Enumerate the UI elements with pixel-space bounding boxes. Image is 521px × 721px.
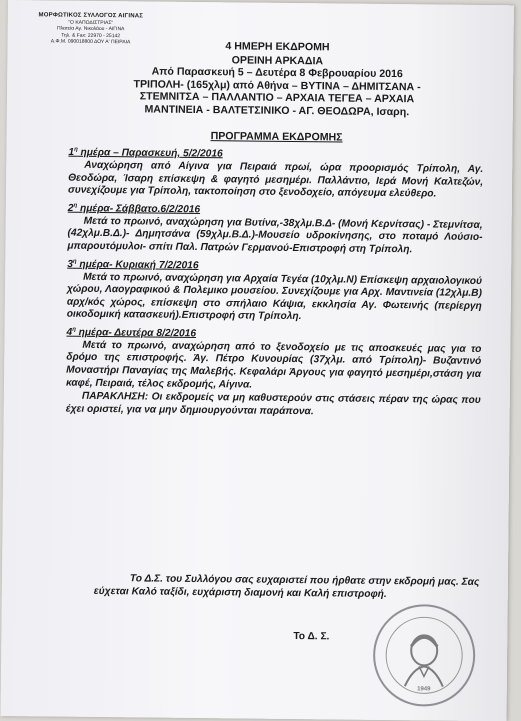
day-3-text: Μετά το πρωινό, αναχώρηση για Αρχαία Τεγέα (10χλμ.Ν) Επίσκεψη αρχαιολογικού χώρου, Λαογραφικού & Πολεμικο μουσείου. Συνεχίζουμε για Αρχ. Μαντινεία (12χλμ.Β) αρχ/κός χώρος, επίσκεψη στο σπήλαιο Κάψια, εκκλησία Αγ. Φωτεινής (περίεργη οικοδομική κατασκευή).Επιστροφή στη Τρίπολη. [66, 271, 483, 323]
association-seal [373, 604, 476, 707]
org-address: Πλατεία Αγ. Νικολάου - ΑΙΓΙΝΑ [56, 25, 125, 33]
trip-title: 4 ΗΜΕΡΗ ΕΚΔΡΟΜΗ [225, 40, 330, 54]
org-name: ΜΟΡΦΩΤΙΚΟΣ ΣΥΛΛΟΓΟΣ ΑΙΓΙΝΑΣ [38, 12, 144, 20]
day-4-text: Μετά το πρωινό, αναχώρηση από το ξενοδοχείο με τις αποσκευές μας για το δρόμο της επιστροφής. Άγ. Πέτρο Κυνουρίας (37χλμ. από Τρίπολη)- Βυζαντινό Μοναστήρι Παναγίας της Μαλεβής. Κεφαλάρι Άργους για φαγητό μεσημέρι,στάση για καφέ, Πειραιά, τέλος εκδρομής, Αίγινα. [65, 339, 482, 391]
trip-route-line1: ΤΡΙΠΟΛΗ- (165χλμ) από Αθήνα – ΒΥΤΙΝΑ – ΔΗΜΙΤΣΑΝΑ - [133, 77, 421, 93]
org-phone: Τηλ. & Fax: 22970 - 25142 [61, 32, 121, 39]
org-afm: Α.Φ.Μ. 090018800 ΔΟΥ Α' ΠΕΙΡΑΙΑ [50, 38, 131, 46]
trip-region: ΟΡΕΙΝΗ ΑΡΚΑΔΙΑ [231, 53, 324, 67]
trip-title-block [67, 39, 488, 119]
trip-dates: Από Παρασκευή 5 – Δευτέρα 8 Φεβρουαρίου 2016 [151, 65, 403, 81]
trip-route-line3: ΜΑΝΤΙΝΕΙΑ - ΒΑΛΤΕΤΣΙΝΙΚΟ - ΑΓ. ΘΕΟΔΩΡΑ, Ισαρη. [144, 102, 410, 118]
trip-route-line2: ΣΤΕΜΝΙΤΣΑ – ΠΑΛΛΑΝΤΙΟ – ΑΡΧΑΙΑ ΤΕΓΕΑ – ΑΡΧΑΙΑ [139, 90, 415, 106]
thanks-text: Το Δ.Σ. του Συλλόγου σας ευχαριστεί που ήρθατε στην εκδρομή μας. Σας εύχεται Καλό ταξίδι, ευχάριστη διαμονή και Καλή επιστροφή. [93, 573, 480, 600]
program-title: ΠΡΟΓΡΑΜΜΑ ΕΚΔΡΟΜΗΣ [210, 130, 343, 144]
day-1-text: Αναχώρηση από Αίγινα για Πειραιά πρωί, ώρα προορισμός Τρίπολη, Αγ. Θεοδώρα, Ίσαρη επίσκεψη & φαγητό μεσημέρι. Παλλάντιο, Ιερά Μονή Καλτεζών, συνεχίζουμε για Τρίπολη, τακτοποίηση στο ξενοδοχείο, απόγευμα ελεύθερο. [67, 159, 484, 200]
signature: Το Δ. Σ. [293, 631, 330, 643]
org-subname: "Ο ΚΑΠΟΔΙΣΤΡΙΑΣ" [68, 19, 114, 26]
day-3-heading: $3^\eta$ ημέρα- Κυριακή 7/2/2016 [67, 258, 199, 271]
request-note: ΠΑΡΑΚΛΗΣΗ: Οι εκδρομείς να μη καθυστερούν στις στάσεις πέραν της ώρας που έχει οριστεί, για να μην δημιουργούνται παράπονα. [65, 391, 481, 418]
document-page [1, 0, 514, 721]
day-2-text: Μετά το πρωινό, αναχώρηση για Βυτίνα,-38χλμ.Β.Δ- (Μονή Κερνίτσας) - Στεμνίτσα,(42χλμ.Β.Δ.)- Δημητσάνα (59χλμ.Β.Δ.)-Μουσείο υδροκίνησης, στο ποταμό Λούσιο- μπαρουτόμυλοι- σπίτι Παλ. Πατρών Γερμανού-Επιστροφή στη Τρίπολη. [67, 215, 483, 256]
day-2-heading: $2^\eta$ ημέρα- Σάββατο.6/2/2016 [67, 202, 201, 216]
seal-year: 1949 [417, 686, 431, 693]
day-1-heading: $1^\eta$ ημέρα – Παρασκευή, 5/2/2016 [68, 146, 223, 160]
program-content [66, 142, 484, 421]
day-4-heading: $4^\eta$ ημέρα- Δευτέρα 8/2/2016 [66, 326, 197, 340]
